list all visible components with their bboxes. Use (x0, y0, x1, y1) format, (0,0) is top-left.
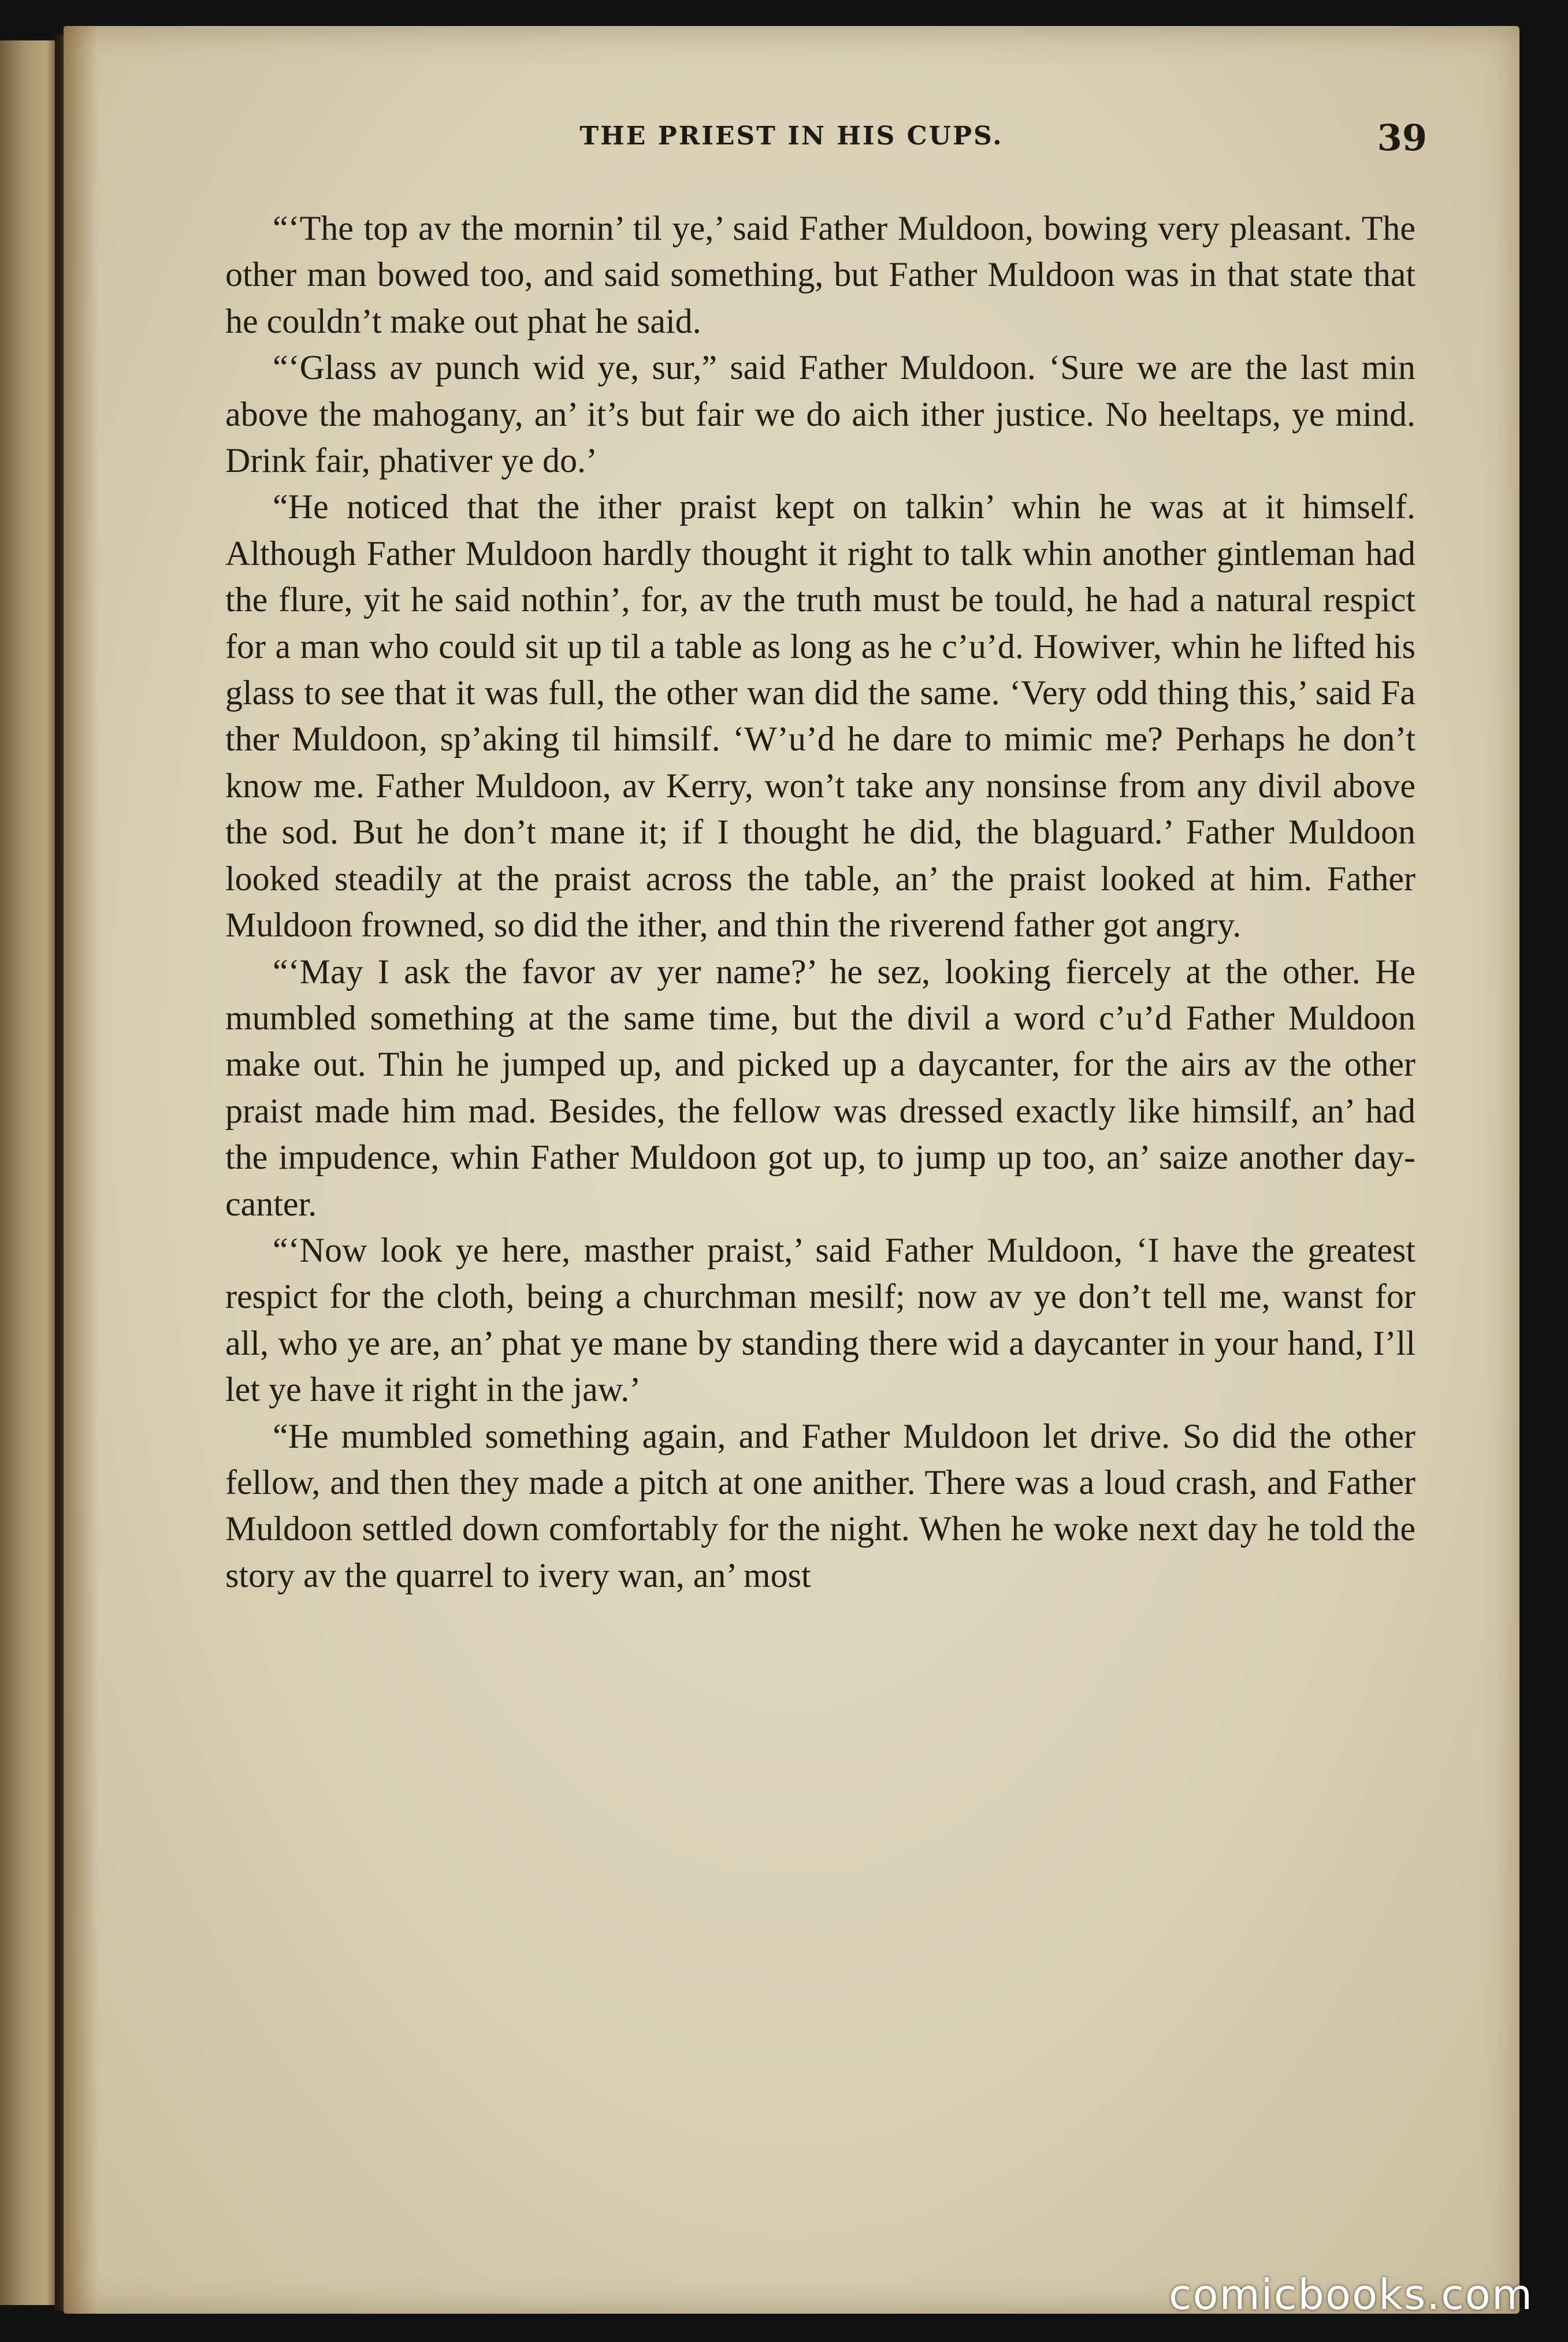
facing-page-edge (0, 40, 58, 2305)
paragraph-5: “‘Now look ye here, masther praist,’ said Father Muldoon, ‘I have the greatest respict for the cloth, being a churchman mesilf; now av ye don’t tell me, wanst for all, who ye are, an’ phat ye mane by standing there wid a daycanter in your hand, I’ll let ye have it right in the jaw.’ (225, 1231, 1415, 1409)
book-page (64, 26, 1519, 2314)
paragraph-2: “‘Glass av punch wid ye, sur,” said Father Muldoon. ‘Sure we are the last min above the mahogany, an’ it’s but fair we do aich ither justice. No heeltaps, ye mind. Drink fair, phativer ye do.’ (225, 348, 1415, 480)
paragraph-1: “‘The top av the mornin’ til ye,’ said Father Muldoon, bowing very pleasant. The other man bowed too, and said something, but Father Muldoon was in that state that he couldn’t make out phat he said. (225, 209, 1415, 340)
paragraph-3: “He noticed that the ither praist kept on talkin’ whin he was at it himself. Although Father Muldoon hardly thought it right to talk whin another gintleman had the flure, yit he said nothin’, for, av the truth must be tould, he had a natural respict for a man who could sit up til a table as long as he c’u’d. Howiver, whin he lifted his glass to see that it was full, the other wan did the same. ‘Very odd thing this,’ said Fa ther Muldoon, sp’aking til himsilf. ‘W’u’d he dare to mimic me? Perhaps he don’t know me. Father Muldoon, av Kerry, won’t take any nonsinse from any divil above the sod. But he don’t mane it; if I thought he did, the blaguard.’ Father Muldoon looked steadily at the praist across the table, an’ the praist looked at him. Father Muldoon frowned, so did the ither, and thin the riverend father got angry. (225, 488, 1415, 945)
site-watermark: comicbooks.com (1168, 2270, 1533, 2319)
page-number: 39 (1377, 117, 1427, 159)
running-head-title: THE PRIEST IN HIS CUPS. (579, 121, 1004, 151)
paragraph-6: “He mumbled something again, and Father Muldoon let drive. So did the other fellow, and then they made a pitch at one anither. There was a loud crash, and Father Muldoon settled down comfortably for the night. When he woke next day he told the story av the quarrel to ivery wan, an’ most (225, 1417, 1415, 1594)
paragraph-4: “‘May I ask the favor av yer name?’ he sez, looking fiercely at the other. He mumbled something at the same time, but the divil a word c’u’d Father Muldoon make out. Thin he jumped up, and picked up a daycanter, for the airs av the other praist made him mad. Besides, the fellow was dressed exactly like himsilf, an’ had the impudence, whin Father Muldoon got up, to jump up too, an’ saize another day-canter. (225, 952, 1415, 1223)
running-head (64, 117, 1519, 168)
body-text (225, 205, 1415, 1598)
